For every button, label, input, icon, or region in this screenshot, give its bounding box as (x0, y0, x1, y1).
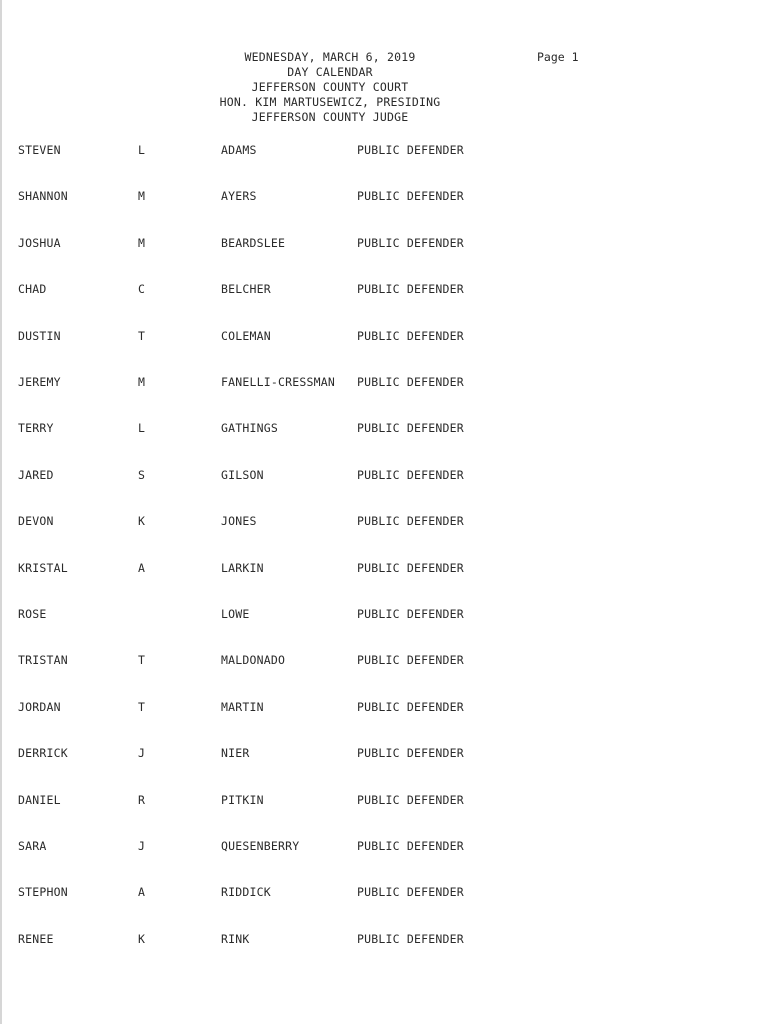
calendar-row (0, 235, 768, 251)
last-name: AYERS (221, 189, 257, 203)
calendar-row (0, 374, 768, 390)
middle-initial: L (138, 421, 146, 435)
first-name: CHAD (18, 282, 47, 296)
last-name: LARKIN (221, 561, 264, 575)
attorney: PUBLIC DEFENDER (357, 236, 464, 250)
middle-initial: C (138, 282, 146, 296)
first-name: STEVEN (18, 143, 61, 157)
first-name: RENEE (18, 932, 54, 946)
attorney: PUBLIC DEFENDER (357, 839, 464, 853)
last-name: NIER (221, 746, 250, 760)
header-court: JEFFERSON COUNTY COURT (251, 80, 409, 94)
calendar-row (0, 931, 768, 947)
middle-initial: S (138, 468, 146, 482)
last-name: COLEMAN (221, 329, 271, 343)
calendar-row (0, 467, 768, 483)
attorney: PUBLIC DEFENDER (357, 421, 464, 435)
calendar-row (0, 142, 768, 158)
first-name: STEPHON (18, 885, 68, 899)
last-name: MARTIN (221, 700, 264, 714)
middle-initial: M (138, 189, 146, 203)
first-name: DANIEL (18, 793, 61, 807)
header-presiding-judge: HON. KIM MARTUSEWICZ, PRESIDING (219, 95, 441, 109)
middle-initial: T (138, 329, 146, 343)
first-name: TRISTAN (18, 653, 68, 667)
last-name: JONES (221, 514, 257, 528)
attorney: PUBLIC DEFENDER (357, 700, 464, 714)
middle-initial: M (138, 236, 146, 250)
calendar-row (0, 884, 768, 900)
first-name: SARA (18, 839, 47, 853)
first-name: DUSTIN (18, 329, 61, 343)
calendar-row (0, 792, 768, 808)
attorney: PUBLIC DEFENDER (357, 746, 464, 760)
last-name: GATHINGS (221, 421, 278, 435)
calendar-row (0, 652, 768, 668)
calendar-row (0, 420, 768, 436)
middle-initial: T (138, 700, 146, 714)
calendar-row (0, 328, 768, 344)
attorney: PUBLIC DEFENDER (357, 375, 464, 389)
middle-initial: K (138, 932, 146, 946)
attorney: PUBLIC DEFENDER (357, 653, 464, 667)
middle-initial: K (138, 514, 146, 528)
last-name: RINK (221, 932, 250, 946)
last-name: GILSON (221, 468, 264, 482)
attorney: PUBLIC DEFENDER (357, 282, 464, 296)
first-name: TERRY (18, 421, 54, 435)
middle-initial: J (138, 839, 146, 853)
first-name: KRISTAL (18, 561, 68, 575)
last-name: BELCHER (221, 282, 271, 296)
header-judge-title: JEFFERSON COUNTY JUDGE (251, 110, 409, 124)
calendar-row (0, 188, 768, 204)
first-name: SHANNON (18, 189, 68, 203)
middle-initial: T (138, 653, 146, 667)
attorney: PUBLIC DEFENDER (357, 189, 464, 203)
last-name: MALDONADO (221, 653, 286, 667)
first-name: JEREMY (18, 375, 61, 389)
calendar-row (0, 606, 768, 622)
middle-initial: L (138, 143, 146, 157)
middle-initial: M (138, 375, 146, 389)
calendar-row (0, 281, 768, 297)
attorney: PUBLIC DEFENDER (357, 514, 464, 528)
attorney: PUBLIC DEFENDER (357, 329, 464, 343)
middle-initial: A (138, 885, 146, 899)
header-calendar-type: DAY CALENDAR (287, 65, 373, 79)
last-name: ADAMS (221, 143, 257, 157)
middle-initial: A (138, 561, 146, 575)
header-date: WEDNESDAY, MARCH 6, 2019 (244, 50, 416, 64)
first-name: JOSHUA (18, 236, 61, 250)
attorney: PUBLIC DEFENDER (357, 932, 464, 946)
middle-initial: R (138, 793, 146, 807)
calendar-row (0, 745, 768, 761)
last-name: QUESENBERRY (221, 839, 300, 853)
last-name: FANELLI-CRESSMAN (221, 375, 335, 389)
last-name: BEARDSLEE (221, 236, 286, 250)
last-name: PITKIN (221, 793, 264, 807)
calendar-row (0, 513, 768, 529)
first-name: JARED (18, 468, 54, 482)
last-name: RIDDICK (221, 885, 271, 899)
calendar-row (0, 699, 768, 715)
first-name: DERRICK (18, 746, 68, 760)
first-name: JORDAN (18, 700, 61, 714)
attorney: PUBLIC DEFENDER (357, 561, 464, 575)
first-name: ROSE (18, 607, 47, 621)
calendar-row (0, 560, 768, 576)
first-name: DEVON (18, 514, 54, 528)
attorney: PUBLIC DEFENDER (357, 793, 464, 807)
middle-initial: J (138, 746, 146, 760)
last-name: LOWE (221, 607, 250, 621)
attorney: PUBLIC DEFENDER (357, 468, 464, 482)
attorney: PUBLIC DEFENDER (357, 143, 464, 157)
attorney: PUBLIC DEFENDER (357, 885, 464, 899)
attorney: PUBLIC DEFENDER (357, 607, 464, 621)
page-number: Page 1 (537, 50, 579, 64)
calendar-row (0, 838, 768, 854)
